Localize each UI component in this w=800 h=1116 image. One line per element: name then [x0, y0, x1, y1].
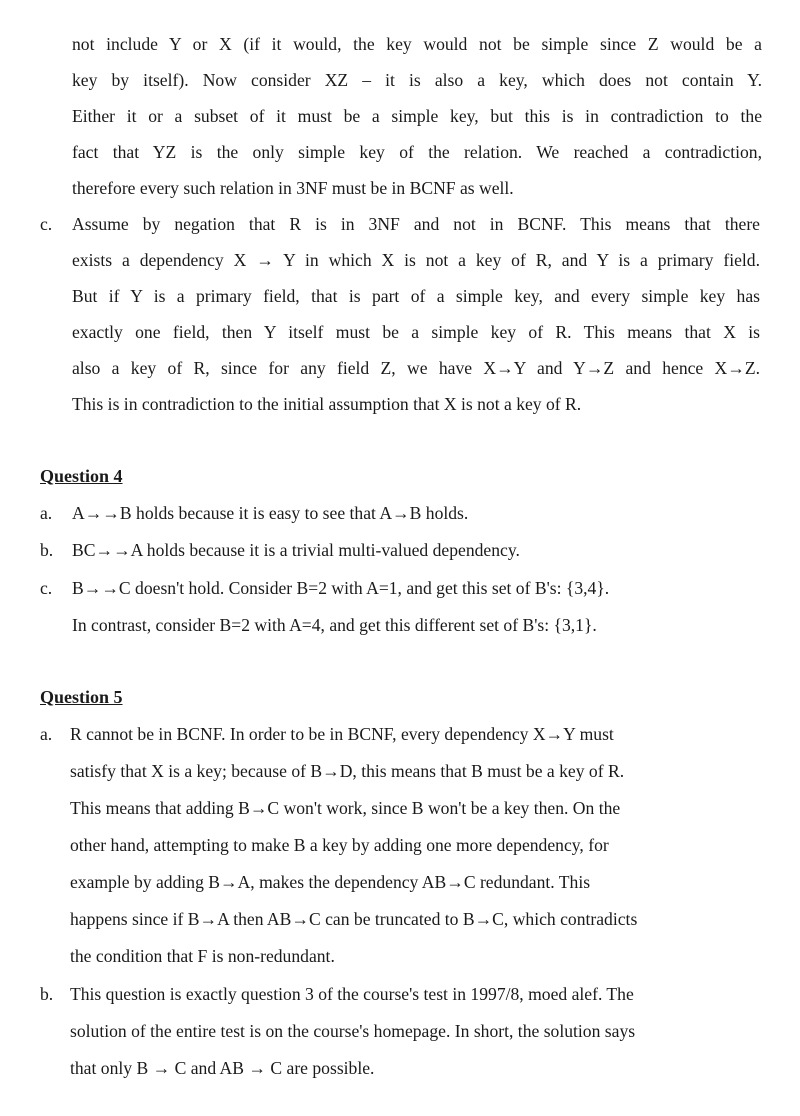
q5-a-line-4: other hand, attempting to make B a key by adding one more dependency, for [70, 835, 609, 855]
prev-b-line-1: not include Y or X (if it would, the key would not be simple since Z would be a [72, 34, 762, 54]
q5-b-line-3: that only B → C and AB → C are possible. [70, 1058, 375, 1078]
prev-b-line-5: therefore every such relation in 3NF must be in BCNF as well. [72, 178, 514, 198]
q4-c-line-2: In contrast, consider B=2 with A=4, and get this different set of B's: {3,1}. [72, 615, 597, 635]
q5-b-line-1: This question is exactly question 3 of the course's test in 1997/8, moed alef. The [70, 984, 634, 1004]
question-4-heading: Question 4 [40, 466, 123, 486]
q4-b-label: b. [40, 540, 54, 560]
q5-a-label: a. [40, 724, 53, 744]
question-5-heading: Question 5 [40, 687, 123, 707]
q5-a-line-7: the condition that F is non-redundant. [70, 946, 335, 966]
q5-a-line-1: R cannot be in BCNF. In order to be in BCNF, every dependency X→Y must [70, 724, 614, 744]
prev-c-line-3: But if Y is a primary field, that is part of a simple key, and every simple key has [72, 286, 760, 306]
prev-c-line-2: exists a dependency X → Y in which X is not a key of R, and Y is a primary field. [72, 250, 760, 270]
prev-c-line-5: also a key of R, since for any field Z, we have X→Y and Y→Z and hence X→Z. [72, 358, 760, 378]
q5-a-line-2: satisfy that X is a key; because of B→D, this means that B must be a key of R. [70, 761, 625, 781]
q5-b-label: b. [40, 984, 54, 1004]
q5-b-line-2: solution of the entire test is on the course's homepage. In short, the solution says [70, 1021, 636, 1041]
prev-c-line-6: This is in contradiction to the initial assumption that X is not a key of R. [72, 394, 582, 414]
q4-c-label: c. [40, 578, 53, 598]
prev-b-line-4: fact that YZ is the only simple key of the relation. We reached a contradiction, [72, 142, 762, 162]
prev-c-label: c. [40, 214, 53, 234]
q4-b-line-1: BC→→A holds because it is a trivial multi-valued dependency. [72, 540, 520, 560]
q4-c-line-1: B→→C doesn't hold. Consider B=2 with A=1, and get this set of B's: {3,4}. [72, 578, 610, 598]
q5-a-line-5: example by adding B→A, makes the dependency AB→C redundant. This [70, 872, 591, 892]
prev-b-line-3: Either it or a subset of it must be a simple key, but this is in contradiction to the [72, 106, 762, 126]
prev-c-line-1: Assume by negation that R is in 3NF and not in BCNF. This means that there [72, 214, 760, 234]
prev-b-line-2: key by itself). Now consider XZ – it is also a key, which does not contain Y. [72, 70, 762, 90]
q5-a-line-3: This means that adding B→C won't work, since B won't be a key then. On the [70, 798, 621, 818]
prev-c-line-4: exactly one field, then Y itself must be a simple key of R. This means that X is [72, 322, 760, 342]
q4-a-label: a. [40, 503, 53, 523]
q5-a-line-6: happens since if B→A then AB→C can be truncated to B→C, which contradicts [70, 909, 638, 929]
q4-a-line-1: A→→B holds because it is easy to see that A→B holds. [72, 503, 469, 523]
